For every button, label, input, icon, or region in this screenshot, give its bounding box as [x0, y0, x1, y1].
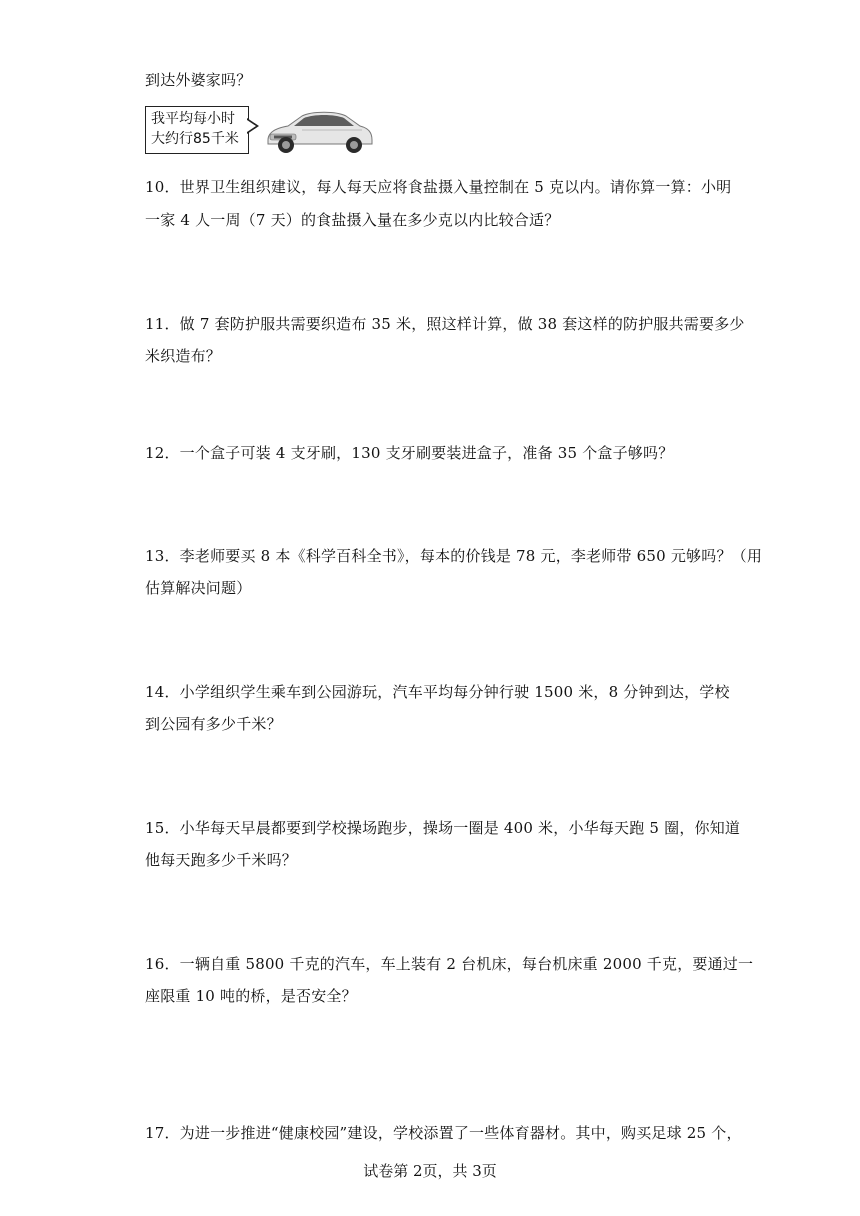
question-13-line-2: 估算解决问题） [145, 579, 252, 597]
question-15-line-2: 他每天跑多少千米吗？ [145, 851, 298, 869]
question-17-line-1: 17．为进一步推进“健康校园”建设，学校添置了一些体育器材。其中，购买足球 25 个， [145, 1124, 742, 1142]
speech-line-2: 大约行85千米 [151, 131, 239, 147]
question-13-line-1: 13．李老师要买 8 本《科学百科全书》，每本的价钱是 78 元，李老师带 650 元够吗？（用 [145, 547, 763, 565]
speech-bubble [145, 106, 249, 154]
question-9-tail: 到达外婆家吗？ [145, 71, 252, 89]
question-10-line-2: 一家 4 人一周（7 天）的食盐摄入量在多少克以内比较合适？ [145, 211, 560, 229]
speech-line-1: 我平均每小时 [151, 111, 235, 127]
speech-bubble-tail-inner [247, 120, 256, 132]
question-16-line-2: 座限重 10 吨的桥，是否安全？ [145, 987, 357, 1005]
question-10-line-1: 10．世界卫生组织建议，每人每天应将食盐摄入量控制在 5 克以内。请你算一算：小明 [145, 178, 732, 196]
question-11-line-1: 11．做 7 套防护服共需要织造布 35 米，照这样计算，做 38 套这样的防护服共需要多少 [145, 315, 745, 333]
question-11-line-2: 米织造布？ [145, 347, 222, 365]
car-icon [262, 104, 374, 156]
question-16-line-1: 16．一辆自重 5800 千克的汽车，车上装有 2 台机床，每台机床重 2000 千克，要通过一 [145, 955, 754, 973]
question-14-line-1: 14．小学组织学生乘车到公园游玩，汽车平均每分钟行驶 1500 米，8 分钟到达，学校 [145, 683, 730, 701]
page-footer: 试卷第 2页，共 3页 [363, 1162, 497, 1180]
question-15-line-1: 15．小华每天早晨都要到学校操场跑步，操场一圈是 400 米，小华每天跑 5 圈，你知道 [145, 819, 741, 837]
question-12-line-1: 12．一个盒子可装 4 支牙刷，130 支牙刷要装进盒子，准备 35 个盒子够吗？ [145, 444, 674, 462]
question-14-line-2: 到公园有多少千米？ [145, 715, 282, 733]
